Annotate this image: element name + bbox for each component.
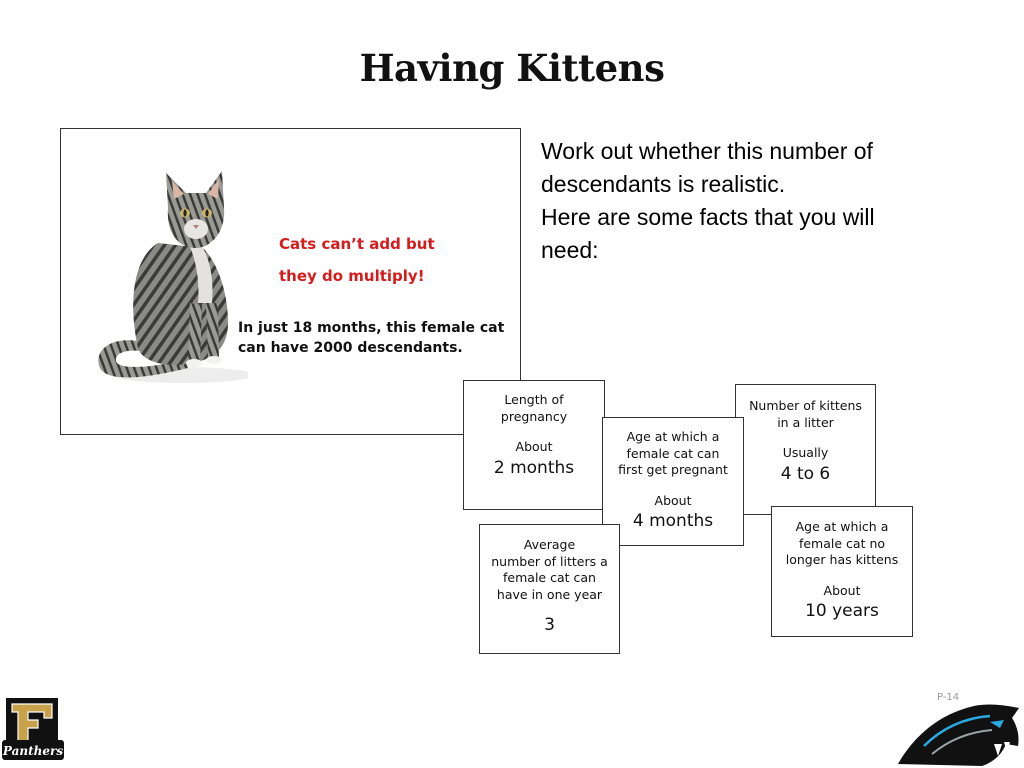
instruction-line-2: descendants is realistic. [541, 171, 786, 197]
task-instructions [541, 135, 981, 267]
card-label: in a litter [777, 414, 834, 430]
card-value: 4 months [632, 511, 714, 531]
card-prefix: Usually [782, 445, 829, 460]
card-value: 10 years [805, 601, 879, 621]
slide-title: Having Kittens [359, 46, 665, 90]
card-label: first get pregnant [618, 462, 728, 477]
card-label: Average [523, 537, 576, 552]
instruction-line-3: Here are some facts that you will [541, 204, 875, 230]
card-label: number of litters a [491, 553, 608, 569]
fact-card-stop-age [771, 506, 913, 637]
card-value: 2 months [493, 457, 575, 478]
card-label: pregnancy [500, 408, 568, 424]
card-label: have in one year [496, 586, 603, 602]
fact-card-pregnancy-length [463, 380, 605, 510]
card-label: female cat can [503, 570, 596, 585]
cat-photo [88, 163, 248, 385]
fact-card-litters-per-year [479, 524, 620, 654]
card-label: Number of kittens [749, 398, 862, 413]
card-label: Age at which a [626, 429, 720, 444]
card-label: female cat can [626, 445, 720, 461]
fact-card-litter-size [735, 384, 876, 515]
claim-line-2: can have 2000 descendants. [238, 340, 463, 356]
card-prefix: About [654, 492, 692, 508]
card-label: Age at which a [795, 519, 889, 534]
instruction-line-1: Work out whether this number of [541, 138, 873, 164]
panthers-f-logo [2, 696, 64, 764]
descendants-claim [238, 318, 518, 358]
card-prefix: About [515, 439, 553, 454]
card-value: 3 [544, 615, 555, 635]
cat-photo-panel [60, 128, 521, 435]
slogan-line-2: they do multiply! [279, 267, 425, 285]
panther-head-logo [894, 696, 1024, 768]
fact-card-first-pregnancy-age [602, 417, 744, 546]
card-prefix: About [823, 582, 861, 598]
instruction-line-4: need: [541, 237, 599, 263]
card-value: 4 to 6 [780, 463, 831, 484]
claim-line-1: In just 18 months, this female cat [238, 320, 505, 336]
slide-number: P-14 [937, 692, 960, 703]
card-label: longer has kittens [785, 552, 899, 567]
card-label: female cat no [798, 535, 886, 551]
card-label: Length of [504, 392, 564, 407]
slogan-line-1: Cats can’t add but [279, 235, 435, 253]
svg-text:Panthers: Panthers [2, 744, 64, 758]
